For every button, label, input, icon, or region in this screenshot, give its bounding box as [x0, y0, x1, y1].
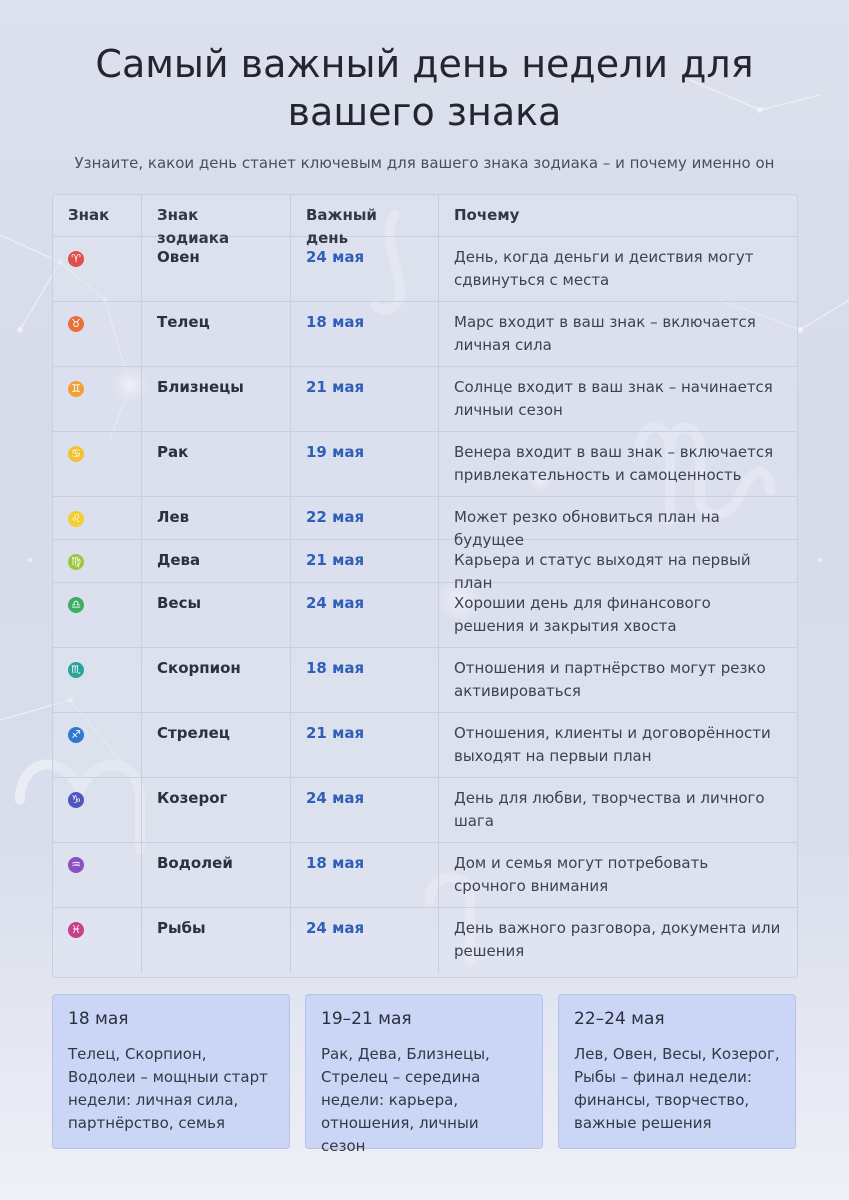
- sign-icon-cell: [53, 367, 142, 432]
- sign-icon-cell: [53, 908, 142, 973]
- important-date: 22 мая: [291, 497, 439, 540]
- sign-icon-cell: [53, 713, 142, 778]
- capricorn-icon: ♑: [68, 792, 84, 808]
- sign-name: Стрелец: [142, 713, 291, 778]
- summary-card-18: [52, 994, 290, 1149]
- libra-icon: ♎: [68, 597, 84, 613]
- important-date: 18 мая: [291, 843, 439, 908]
- sign-name: Лев: [142, 497, 291, 540]
- reason-text: День для любви, творчества и личного шага: [439, 778, 797, 843]
- page-title: Самый важный день недели для вашего знака: [95, 42, 754, 134]
- summary-card-22-24: [558, 994, 796, 1149]
- reason-text: Марс входит в ваш знак – включается личная сила: [439, 302, 797, 367]
- reason-text: Венера входит в ваш знак – включается привлекательность и самоценность: [439, 432, 797, 497]
- card-text: Рак, Дева, Близнецы, Стрелец – середина недели: карьера, отношения, личныи сезон: [321, 1045, 490, 1155]
- important-date: 21 мая: [291, 540, 439, 583]
- sign-name: Рыбы: [142, 908, 291, 973]
- gemini-icon: ♊: [68, 381, 84, 397]
- reason-text: День, когда деньги и деиствия могут сдвинуться с места: [439, 237, 797, 302]
- card-title: 19–21 мая: [321, 1009, 412, 1029]
- important-date: 24 мая: [291, 908, 439, 973]
- sign-name: Близнецы: [142, 367, 291, 432]
- zodiac-table: [52, 194, 798, 978]
- sign-icon-cell: [53, 302, 142, 367]
- reason-text: Отношения, клиенты и договорённости выходят на первыи план: [439, 713, 797, 778]
- sign-icon-cell: [53, 432, 142, 497]
- important-date: 18 мая: [291, 648, 439, 713]
- page-subtitle: Узнаите, какои день станет ключевым для вашего знака зодиака – и почему именно он: [74, 154, 775, 172]
- card-title: 22–24 мая: [574, 1009, 665, 1029]
- leo-icon: ♌: [68, 511, 84, 527]
- important-date: 24 мая: [291, 583, 439, 648]
- pisces-icon: ♓: [68, 922, 84, 938]
- cancer-icon: ♋: [68, 446, 84, 462]
- sign-name: Водолей: [142, 843, 291, 908]
- important-date: 21 мая: [291, 713, 439, 778]
- taurus-icon: ♉: [68, 316, 84, 332]
- sign-icon-cell: [53, 778, 142, 843]
- reason-text: Карьера и статус выходят на первый план: [439, 540, 797, 583]
- header-important-day: Важный день: [291, 195, 439, 237]
- sign-icon-cell: [53, 540, 142, 583]
- sign-icon-cell: [53, 843, 142, 908]
- sign-name: Дева: [142, 540, 291, 583]
- aries-icon: ♈: [68, 251, 84, 267]
- reason-text: Дом и семья могут потребовать срочного внимания: [439, 843, 797, 908]
- reason-text: Хорошии день для финансового решения и закрытия хвоста: [439, 583, 797, 648]
- important-date: 19 мая: [291, 432, 439, 497]
- scorpio-icon: ♏: [68, 662, 84, 678]
- card-text: Лев, Овен, Весы, Козерог, Рыбы – финал недели: финансы, творчество, важные решения: [574, 1045, 780, 1132]
- sign-icon-cell: [53, 237, 142, 302]
- sign-name: Козерог: [142, 778, 291, 843]
- aquarius-icon: ♒: [68, 857, 84, 873]
- sign-icon-cell: [53, 583, 142, 648]
- sagittarius-icon: ♐: [68, 727, 84, 743]
- sign-icon-cell: [53, 648, 142, 713]
- sign-name: Телец: [142, 302, 291, 367]
- sign-name: Овен: [142, 237, 291, 302]
- important-date: 18 мая: [291, 302, 439, 367]
- summary-card-19-21: [305, 994, 543, 1155]
- reason-text: День важного разговора, документа или решения: [454, 919, 781, 960]
- sign-name: Рак: [142, 432, 291, 497]
- header-sign: Знак: [53, 195, 142, 237]
- important-date: 24 мая: [291, 778, 439, 843]
- card-title: 18 мая: [68, 1009, 129, 1029]
- summary-cards: [52, 994, 797, 1155]
- reason-text: Отношения и партнёрство могут резко активироваться: [439, 648, 797, 713]
- zodiac-table-grid: [53, 195, 797, 973]
- sign-name: Весы: [142, 583, 291, 648]
- sign-icon-cell: [53, 497, 142, 540]
- header-zodiac-sign: Знак зодиака: [142, 195, 291, 237]
- card-text: Телец, Скорпион, Водолеи – мощныи старт недели: личная сила, партнёрство, семья: [68, 1045, 268, 1132]
- header-why: Почему: [439, 195, 797, 237]
- virgo-icon: ♍: [68, 554, 84, 570]
- sign-name: Скорпион: [142, 648, 291, 713]
- reason-text: Солнце входит в ваш знак – начинается личныи сезон: [439, 367, 797, 432]
- important-date: 24 мая: [291, 237, 439, 302]
- important-date: 21 мая: [291, 367, 439, 432]
- reason-text: Может резко обновиться план на будущее: [439, 497, 797, 540]
